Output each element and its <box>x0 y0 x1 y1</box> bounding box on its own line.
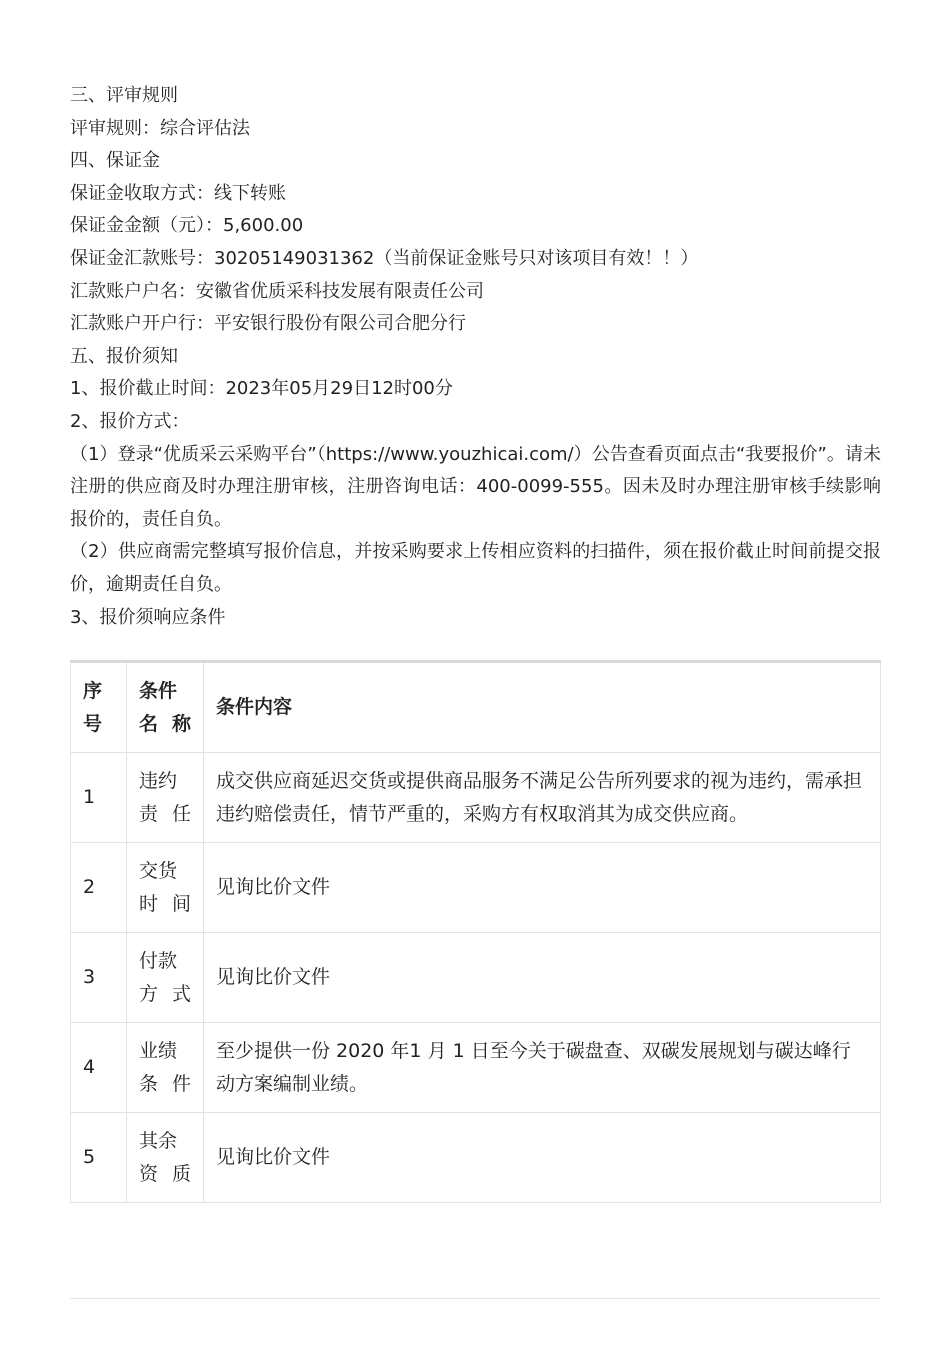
header-content: 条件内容 <box>204 662 881 753</box>
document-body <box>70 80 881 634</box>
table-row <box>71 933 881 1023</box>
account-name: 汇款账户户名：安徽省优质采科技发展有限责任公司 <box>70 280 484 302</box>
row-no: 4 <box>71 1023 127 1113</box>
row-content: 至少提供一份 2020 年1 月 1 日至今关于碳盘查、双碳发展规划与碳达峰行动方案编制业绩。 <box>204 1023 881 1113</box>
row-content: 成交供应商延迟交货或提供商品服务不满足公告所列要求的视为违约，需承担违约赔偿责任，情节严重的，采购方有权取消其为成交供应商。 <box>204 753 881 843</box>
header-no: 序号 <box>71 662 127 753</box>
conditions-table <box>70 660 881 1203</box>
table-header-row <box>71 662 881 753</box>
quote-method: 2、报价方式： <box>70 410 190 432</box>
deposit-heading: 四、保证金 <box>70 150 160 172</box>
table-row <box>71 1113 881 1203</box>
table-row <box>71 1023 881 1113</box>
row-no: 3 <box>71 933 127 1023</box>
review-heading: 三、评审规则 <box>70 85 178 106</box>
row-name: 付款方式 <box>127 933 204 1023</box>
review-rule: 评审规则：综合评估法 <box>70 117 250 139</box>
row-name: 违约责任 <box>127 753 204 843</box>
quote-heading: 五、报价须知 <box>70 345 178 367</box>
quote-conditions: 3、报价须响应条件 <box>70 606 226 628</box>
row-name: 其余资质 <box>127 1113 204 1203</box>
deposit-method: 保证金收取方式：线下转账 <box>70 182 286 204</box>
row-name: 交货时间 <box>127 843 204 933</box>
row-content: 见询比价文件 <box>204 1113 881 1203</box>
quote-method-1: （1）登录“优质采云采购平台”（https://www.youzhicai.com/）公告查看页面点击“我要报价”。请未注册的供应商及时办理注册审核，注册咨询电话：400-0099-555。因未及时办理注册审核手续影响报价的，责任自负。 <box>70 443 881 530</box>
row-content: 见询比价文件 <box>204 843 881 933</box>
header-name: 条件名称 <box>127 662 204 753</box>
deposit-amount: 保证金金额（元）：5,600.00 <box>70 215 304 237</box>
quote-deadline: 1、报价截止时间：2023年05月29日12时00分 <box>70 378 453 400</box>
row-content: 见询比价文件 <box>204 933 881 1023</box>
table-row <box>71 843 881 933</box>
footer-divider <box>70 1298 881 1299</box>
quote-method-2: （2）供应商需完整填写报价信息，并按采购要求上传相应资料的扫描件，须在报价截止时间前提交报价，逾期责任自负。 <box>70 541 881 595</box>
account-bank: 汇款账户开户行：平安银行股份有限公司合肥分行 <box>70 313 466 335</box>
deposit-account: 保证金汇款账号：30205149031362（当前保证金账号只对该项目有效！！） <box>70 247 699 269</box>
row-no: 1 <box>71 753 127 843</box>
table-row <box>71 753 881 843</box>
row-name: 业绩条件 <box>127 1023 204 1113</box>
row-no: 2 <box>71 843 127 933</box>
row-no: 5 <box>71 1113 127 1203</box>
